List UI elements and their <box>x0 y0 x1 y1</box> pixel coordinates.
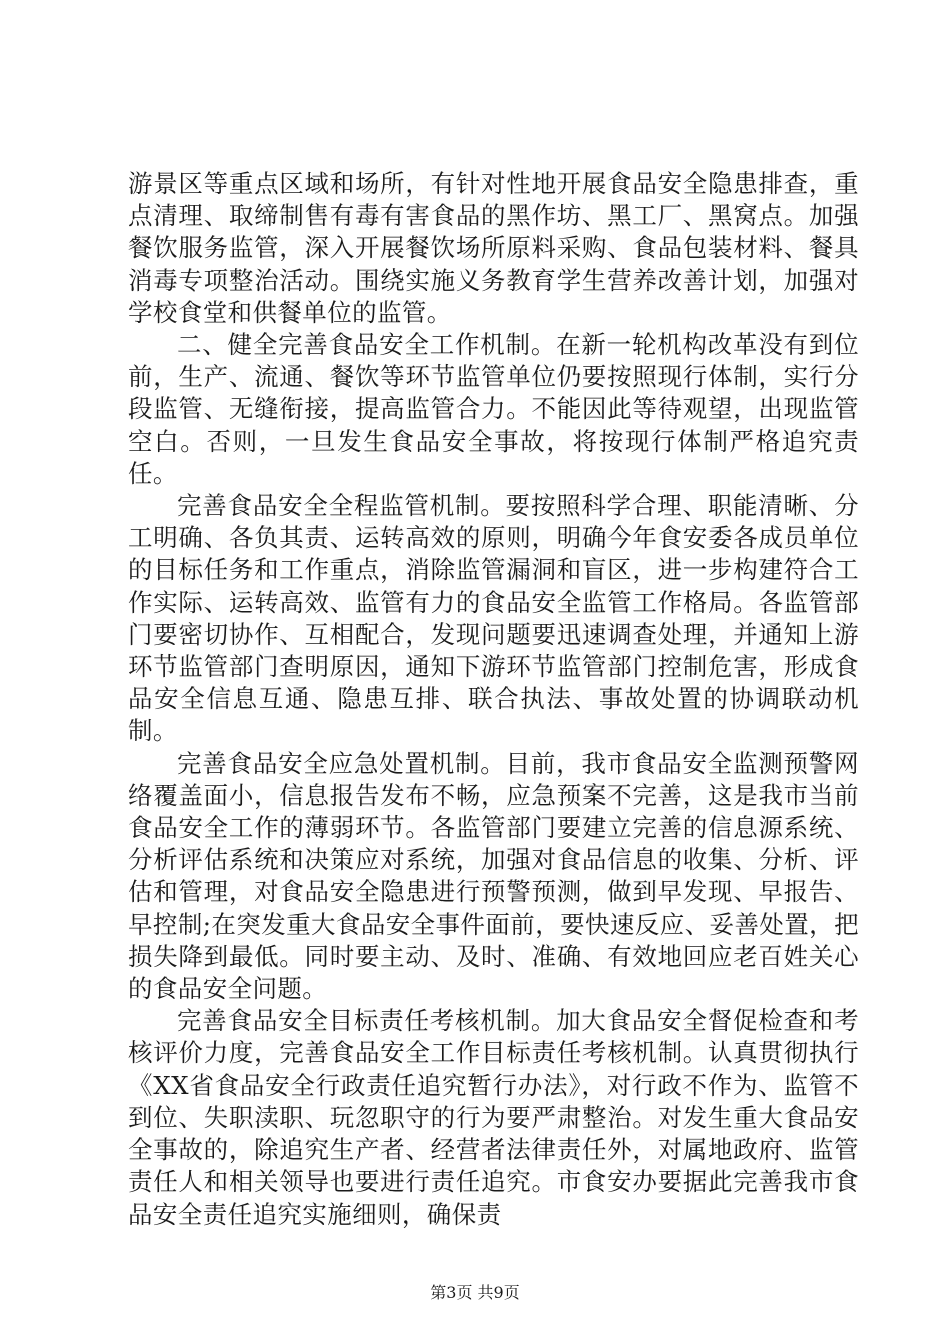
document-body <box>128 168 859 1231</box>
paragraph-continuation: 游景区等重点区域和场所，有针对性地开展食品安全隐患排查，重点清理、取缔制售有毒有害食品的黑作坊、黑工厂、黑窝点。加强餐饮服务监管，深入开展餐饮场所原料采购、食品包装材料、餐具消毒专项整治活动。围绕实施义务教育学生营养改善计划，加强对学校食堂和供餐单位的监管。 <box>128 169 859 327</box>
page-number-footer: 第3页 共9页 <box>430 1283 520 1302</box>
paragraph-emergency-response: 完善食品安全应急处置机制。目前，我市食品安全监测预警网络覆盖面小，信息报告发布不畅，应急预案不完善，这是我市当前食品安全工作的薄弱环节。各监管部门要建立完善的信息源系统、分析评估系统和决策应对系统，加强对食品信息的收集、分析、评估和管理，对食品安全隐患进行预警预测，做到早发现、早报告、早控制;在突发重大食品安全事件面前，要快速反应、妥善处置，把损失降到最低。同时要主动、及时、准确、有效地回应老百姓关心的食品安全问题。 <box>128 748 859 1004</box>
paragraph-full-process-supervision: 完善食品安全全程监管机制。要按照科学合理、职能清晰、分工明确、各负其责、运转高效的原则，明确今年食安委各成员单位的目标任务和工作重点，消除监管漏洞和盲区，进一步构建符合工作实际、运转高效、监管有力的食品安全监管工作格局。各监管部门要密切协作、互相配合，发现问题要迅速调查处理，并通知上游环节监管部门查明原因，通知下游环节监管部门控制危害，形成食品安全信息互通、隐患互排、联合执法、事故处置的协调联动机制。 <box>128 491 859 746</box>
paragraph-responsibility-assessment: 完善食品安全目标责任考核机制。加大食品安全督促检查和考核评价力度，完善食品安全工作目标责任考核机制。认真贯彻执行《XX省食品安全行政责任追究暂行办法》，对行政不作为、监管不到位、失职渎职、玩忽职守的行为要严肃整治。对发生重大食品安全事故的，除追究生产者、经营者法律责任外，对属地政府、监管责任人和相关领导也要进行责任追究。市食安办要据此完善我市食品安全责任追究实施细则，确保责 <box>128 1006 859 1229</box>
paragraph-section-two: 二、健全完善食品安全工作机制。在新一轮机构改革没有到位前，生产、流通、餐饮等环节监管单位仍要按照现行体制，实行分段监管、无缝衔接，提高监管合力。不能因此等待观望，出现监管空白。否则，一旦发生食品安全事故，将按现行体制严格追究责任。 <box>128 330 859 488</box>
